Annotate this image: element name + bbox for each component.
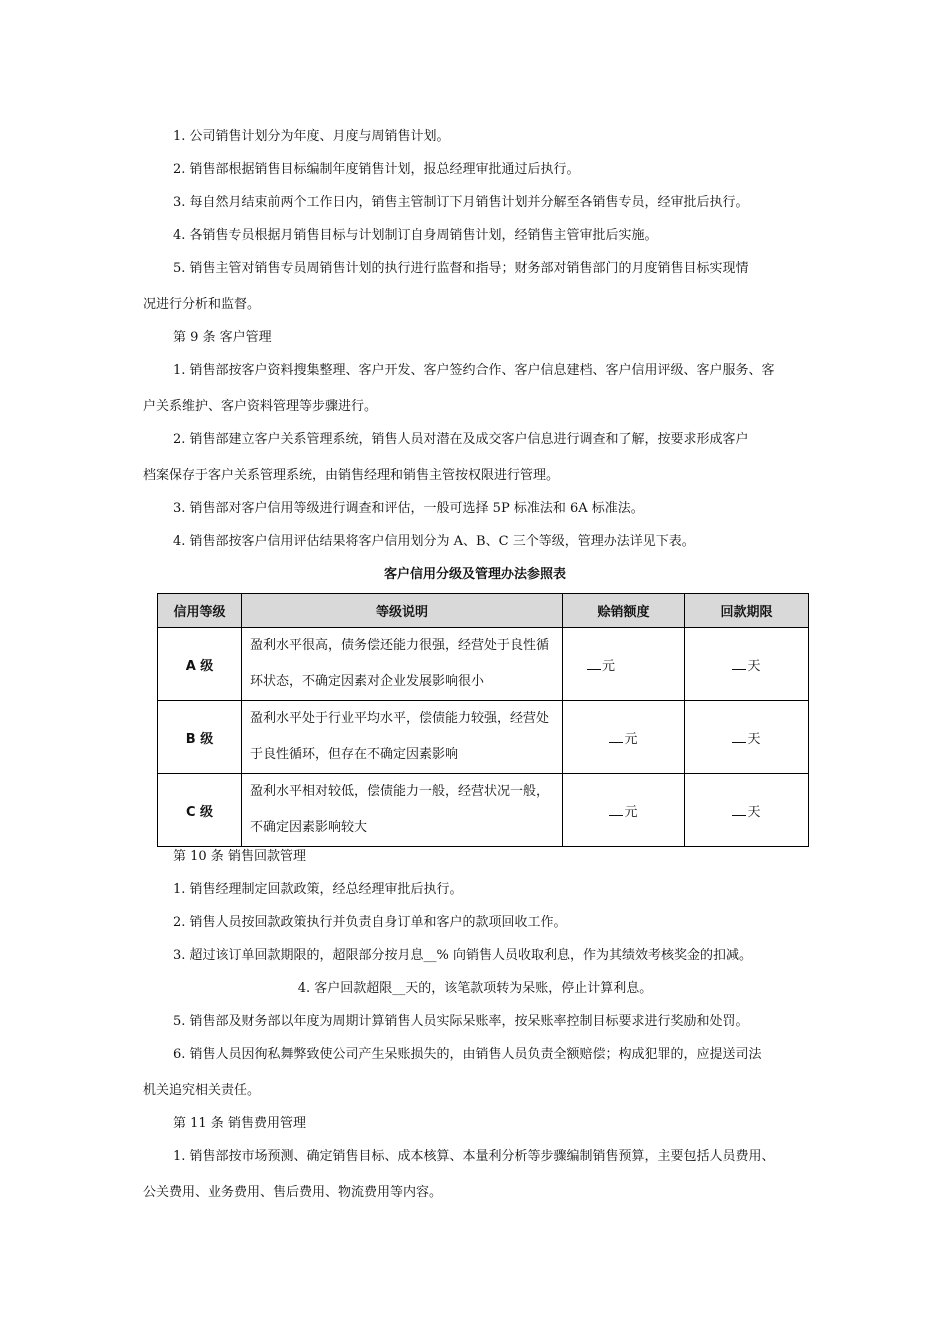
payment-period-cell: [685, 774, 809, 847]
description-cell: 盈利水平处于行业平均水平，偿债能力较强，经营处于良性循环，但存在不确定因素影响: [242, 701, 563, 774]
paragraph-plan-2: 2. 销售部根据销售目标编制年度销售计划，报总经理审批通过后执行。: [173, 162, 580, 177]
payment-period-unit: 天: [747, 658, 761, 674]
paragraph-payment-5: 5. 销售部及财务部以年度为周期计算销售人员实际呆账率，按呆账率控制目标要求进行奖励和处罚。: [173, 1014, 749, 1029]
table-row: [158, 628, 809, 701]
table-header-row: [158, 594, 809, 628]
article-10-heading: 第 10 条 销售回款管理: [173, 849, 306, 864]
paragraph-plan-4: 4. 各销售专员根据月销售目标与计划制订自身周销售计划，经销售主管审批后实施。: [173, 228, 658, 243]
paragraph-customer-1: 1. 销售部按客户资料搜集整理、客户开发、客户签约合作、客户信息建档、客户信用评级、客户服务、客: [173, 363, 775, 378]
credit-limit-cell: [563, 774, 685, 847]
header-credit-level: 信用等级: [158, 594, 242, 628]
fill-blank: [609, 802, 623, 816]
fill-blank: [732, 656, 746, 670]
paragraph-payment-6: 6. 销售人员因徇私舞弊致使公司产生呆账损失的，由销售人员负责全额赔偿；构成犯罪的，应提送司法: [173, 1047, 762, 1062]
paragraph-payment-3: 3. 超过该订单回款期限的，超限部分按月息__% 向销售人员收取利息，作为其绩效考核奖金的扣减。: [173, 948, 753, 963]
fill-blank: [732, 802, 746, 816]
paragraph-plan-3: 3. 每自然月结束前两个工作日内，销售主管制订下月销售计划并分解至各销售专员，经审批后执行。: [173, 195, 749, 210]
fill-blank: [609, 729, 623, 743]
fill-blank: [587, 656, 601, 670]
paragraph-payment-6-cont: 机关追究相关责任。: [143, 1083, 261, 1098]
credit-level-table: [157, 593, 809, 847]
payment-period-unit: 天: [747, 804, 761, 820]
paragraph-expense-1: 1. 销售部按市场预测、确定销售目标、成本核算、本量利分析等步骤编制销售预算，主要包括人员费用、: [173, 1149, 775, 1164]
paragraph-plan-1: 1. 公司销售计划分为年度、月度与周销售计划。: [173, 129, 450, 144]
credit-limit-cell: [563, 701, 685, 774]
article-11-heading: 第 11 条 销售费用管理: [173, 1116, 306, 1131]
paragraph-customer-3: 3. 销售部对客户信用等级进行调查和评估，一般可选择 5P 标准法和 6A 标准法。: [173, 501, 644, 516]
article-9-heading: 第 9 条 客户管理: [173, 330, 272, 345]
credit-limit-unit: 元: [624, 731, 638, 747]
payment-period-unit: 天: [747, 731, 761, 747]
payment-period-cell: [685, 628, 809, 701]
paragraph-payment-2: 2. 销售人员按回款政策执行并负责自身订单和客户的款项回收工作。: [173, 915, 567, 930]
paragraph-plan-5: 5. 销售主管对销售专员周销售计划的执行进行监督和指导；财务部对销售部门的月度销售目标实现情: [173, 261, 749, 276]
header-payment-period: 回款期限: [685, 594, 809, 628]
fill-blank: [732, 729, 746, 743]
credit-limit-unit: 元: [602, 658, 616, 674]
header-credit-limit: 赊销额度: [563, 594, 685, 628]
paragraph-payment-1: 1. 销售经理制定回款政策，经总经理审批后执行。: [173, 882, 463, 897]
paragraph-customer-4: 4. 销售部按客户信用评估结果将客户信用划分为 A、B、C 三个等级，管理办法详见下表。: [173, 534, 695, 549]
paragraph-customer-1-cont: 户关系维护、客户资料管理等步骤进行。: [143, 399, 378, 414]
level-cell: A 级: [158, 628, 242, 701]
paragraph-plan-5-cont: 况进行分析和监督。: [143, 297, 261, 312]
table-row: [158, 701, 809, 774]
description-cell: 盈利水平相对较低，偿债能力一般，经营状况一般，不确定因素影响较大: [242, 774, 563, 847]
credit-limit-cell: [563, 628, 685, 701]
level-cell: C 级: [158, 774, 242, 847]
credit-limit-unit: 元: [624, 804, 638, 820]
paragraph-expense-1-cont: 公关费用、业务费用、售后费用、物流费用等内容。: [143, 1185, 443, 1200]
paragraph-customer-2-cont: 档案保存于客户关系管理系统，由销售经理和销售主管按权限进行管理。: [143, 468, 560, 483]
paragraph-customer-2: 2. 销售部建立客户关系管理系统，销售人员对潜在及成交客户信息进行调查和了解，按要求形成客户: [173, 432, 749, 447]
description-cell: 盈利水平很高，债务偿还能力很强，经营处于良性循环状态，不确定因素对企业发展影响很小: [242, 628, 563, 701]
paragraph-payment-4: 4. 客户回款超限__天的，该笔款项转为呆账，停止计算利息。: [297, 981, 653, 996]
level-cell: B 级: [158, 701, 242, 774]
header-level-description: 等级说明: [242, 594, 563, 628]
table-row: [158, 774, 809, 847]
table-title: 客户信用分级及管理办法参照表: [383, 567, 566, 582]
payment-period-cell: [685, 701, 809, 774]
